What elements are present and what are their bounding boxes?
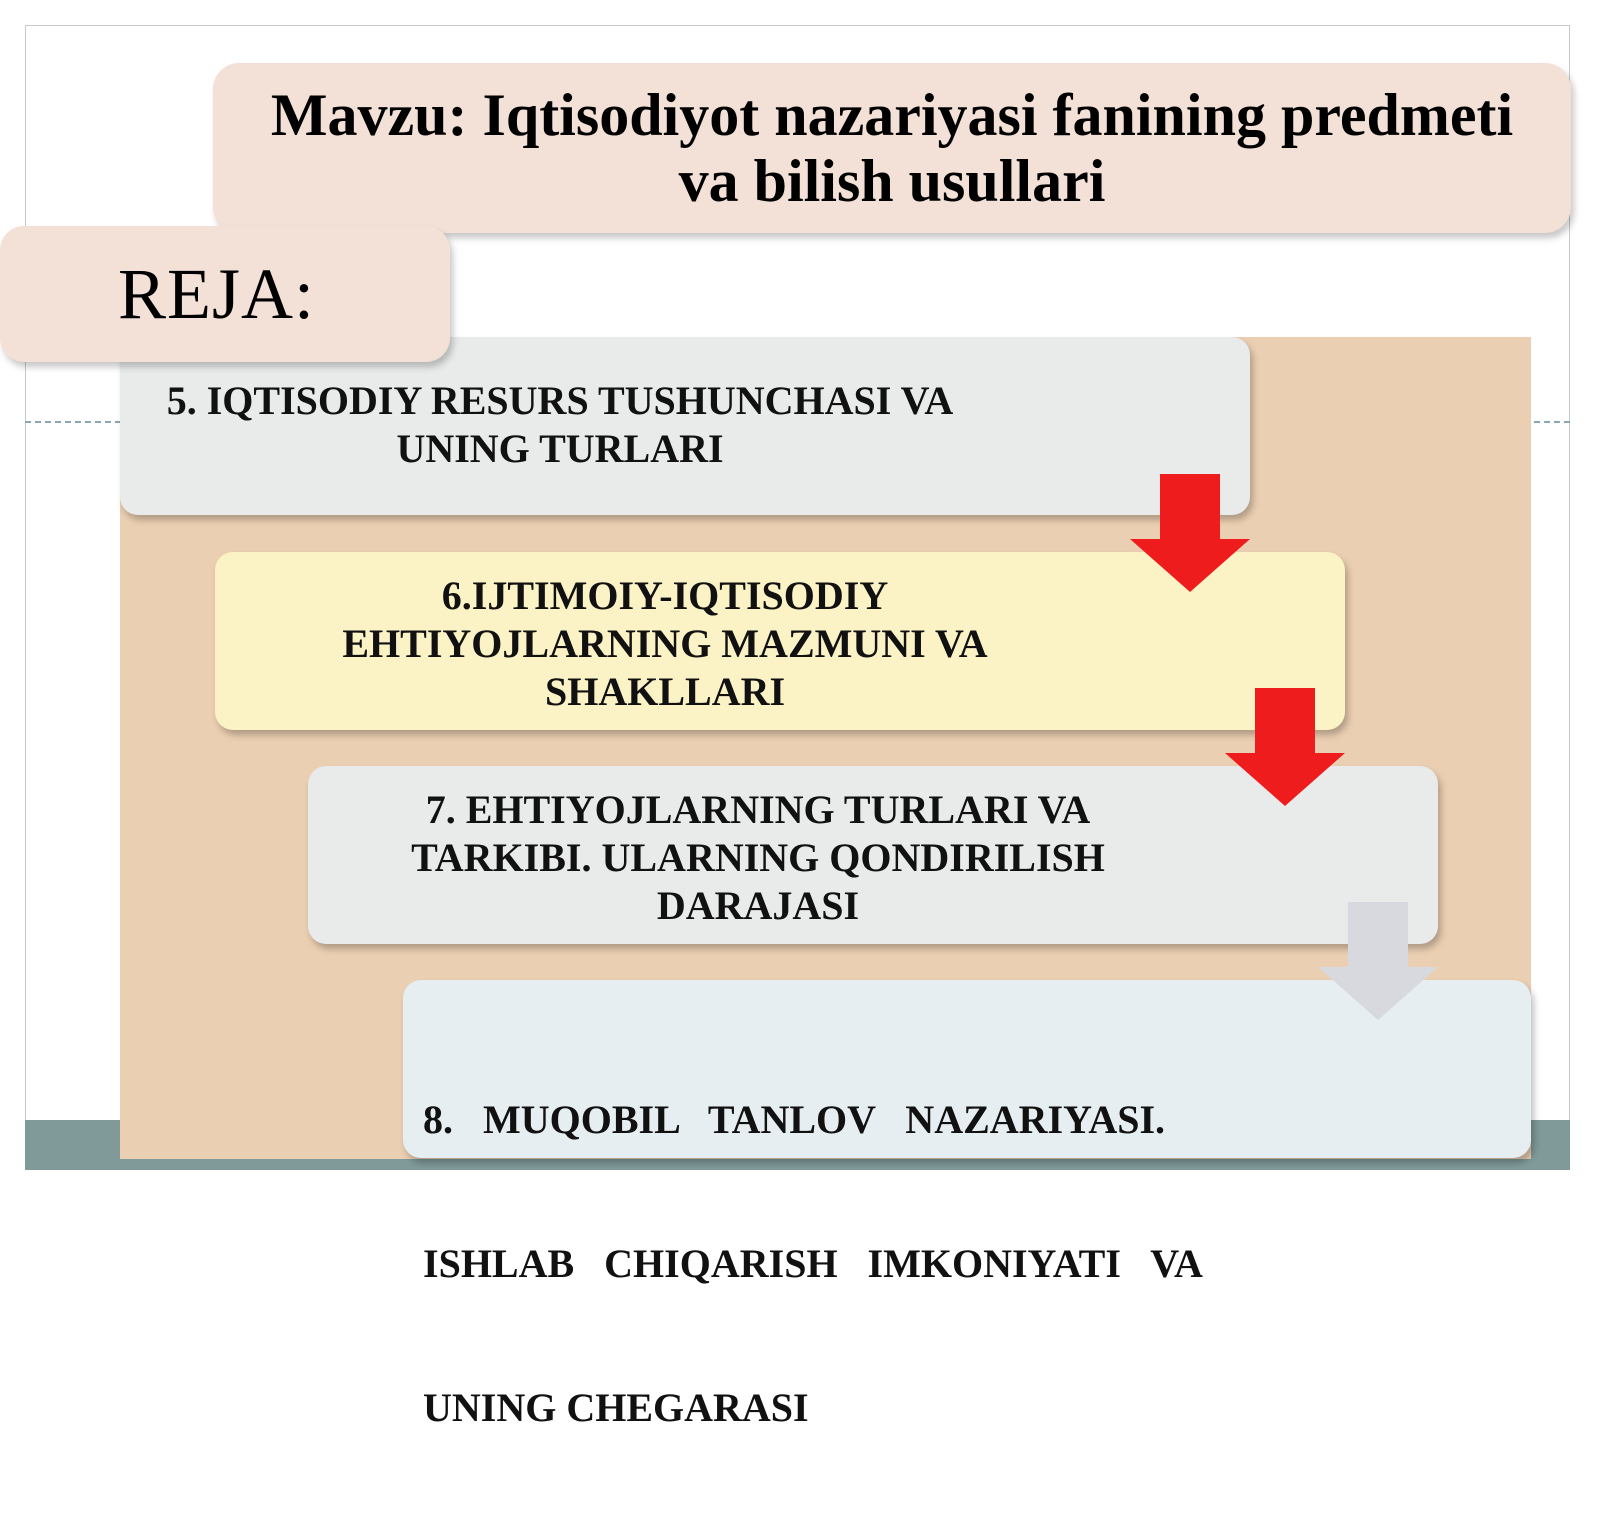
plan-step-5-line-1: 5. IQTISODIY RESURS TUSHUNCHASI VA [166,378,954,423]
plan-step-6-line-2: EHTIYOJLARNING MAZMUNI VA [342,621,988,666]
plan-step-8-line-1: 8. MUQOBIL TANLOV NAZARIYASI. [423,1097,1166,1142]
slide-title-line-1: Mavzu: Iqtisodiyot nazariyasi fanining predmeti [270,82,1514,148]
plan-label-text: REJA: [118,253,316,334]
plan-step-8-line-2: ISHLAB CHIQARISH IMKONIYATI VA [423,1241,1203,1286]
down-arrow-icon-2 [1225,688,1345,808]
down-arrow-icon-3 [1318,902,1438,1022]
down-arrow-shape-1 [1130,474,1250,592]
plan-step-7-line-1: 7. EHTIYOJLARNING TURLARI VA [425,787,1091,832]
plan-label [0,226,450,362]
plan-step-7-line-3: DARAJASI [656,883,860,928]
slide-title-line-2: va bilish usullari [678,148,1106,214]
plan-step-6-line-3: SHAKLLARI [544,669,786,714]
plan-step-8-line-3: UNING CHEGARASI [423,1385,809,1430]
down-arrow-shape-2 [1225,688,1345,806]
slide-title [213,63,1571,233]
down-arrow-shape-3 [1318,902,1438,1020]
plan-step-6-line-1: 6.IJTIMOIY-IQTISODIY [441,573,889,618]
down-arrow-icon-1 [1130,474,1250,594]
plan-step-5 [120,337,1250,515]
plan-step-7-line-2: TARKIBI. ULARNING QONDIRILISH [411,835,1105,880]
plan-step-5-line-2: UNING TURLARI [396,426,724,471]
